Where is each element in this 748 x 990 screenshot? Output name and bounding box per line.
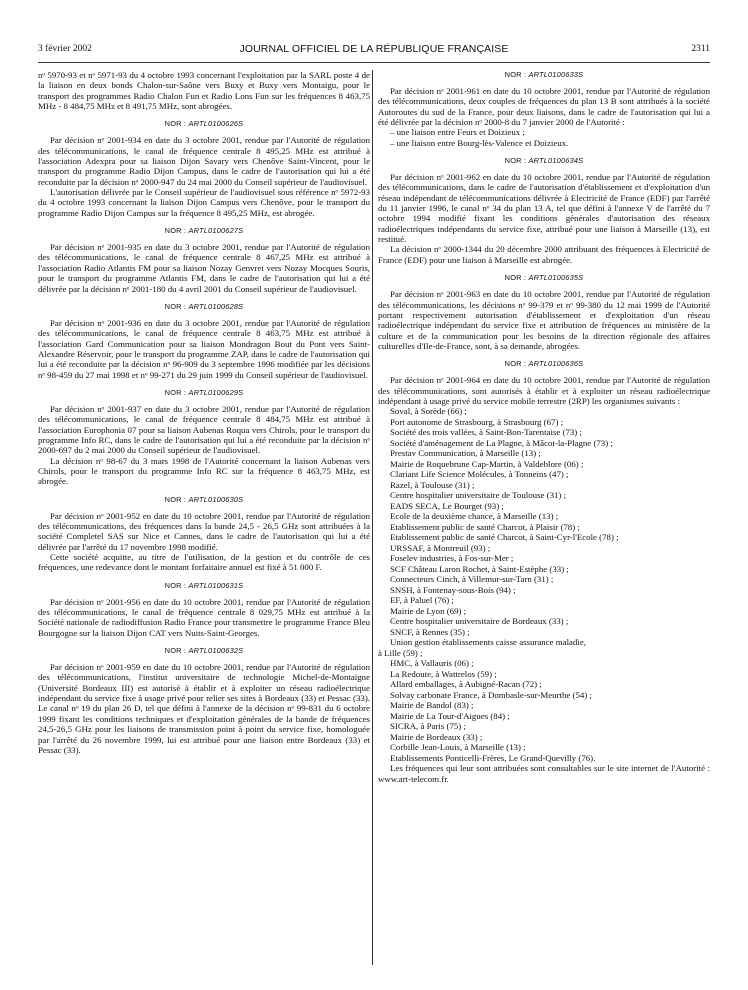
closing-paragraph: Les fréquences qui leur sont attribuées sont consultables sur le site internet de l'Autorité : www.art-telecom.fr. [378, 763, 710, 784]
decision-paragraph: Par décision nᵒ 2001-963 en date du 10 octobre 2001, rendue par l'Autorité de régulation des télécommunications, les décisions nᵒ 99-379 et nᵒ 99-380 du 12 mai 1999 de l'Autorité portant respectivement autorisation d'établissement et d'exploitation d'un réseau radioélectrique indépendant du service fixe et attribution de fréquences au ministère de la culture et de la communication pour les besoins de la direction régionale des affaires culturelles d'Ile-de-France, sont, à sa demande, abrogées. [378, 289, 710, 351]
nor-reference: NOR : ARTL0100629S [164, 387, 244, 397]
list-item: – une liaison entre Feurs et Doizieux ; [390, 127, 525, 138]
list-item: Etablissement public de santé Charcot, à Saint-Cyr-l'Ecole (78) ; [390, 532, 619, 543]
list-item: Mairie de Lyon (69) ; [390, 605, 467, 616]
header-date: 3 février 2002 [38, 44, 92, 54]
list-item: SCF Château Laron Rochet, à Saint-Estèphe (33) ; [390, 563, 569, 574]
list-item: EF, à Paluel (76) ; [390, 595, 454, 606]
list-item: SNSH, à Fontenay-sous-Bois (94) ; [390, 584, 516, 595]
organisations-list [378, 406, 710, 763]
list-item: Allard emballages, à Aubigné-Racan (72) ; [390, 679, 542, 690]
list-item: SNCF, à Rennes (35) ; [390, 626, 470, 637]
list-item: Mairie de La Tour-d'Aigues (84) ; [390, 710, 510, 721]
nor-reference: NOR : ARTL0100626S [164, 119, 244, 129]
list-item: Connecteurs Cinch, à Villemur-sur-Tarn (31) ; [390, 574, 554, 585]
list-item: Clariant Life Science Molécules, à Tonneins (47) ; [390, 469, 569, 480]
liaison-list [378, 127, 710, 148]
list-item: Prestav Communication, à Marseille (13) ; [390, 448, 541, 459]
decision-paragraph: La décision nᵒ 98-67 du 3 mars 1998 de l'Autorité concernant la liaison Aubenas vers Chirols, pour le transport du programme Info RC sur la fréquence 8 463,75 MHz, est abrogée. [38, 455, 370, 487]
list-item: EADS SECA, Le Bourget (93) ; [390, 500, 504, 511]
left-column [38, 70, 370, 985]
continued-paragraph: nᵒ 5970-93 et nᵒ 5971-93 du 4 octobre 1993 concernant l'exploitation par la SARL poste 4 de la liaison en deux bonds Chalon-sur-Saône vers Buxy et Buxy vers Montaigu, pour le transport des programmes Radio Chalon Fun et Radio Lons Fun sur les fréquences 8 463,75 MHz - 8 484,75 MHz et 8 491,75 MHz, sont abrogées. [38, 70, 370, 112]
list-item: – une liaison entre Bourg-lès-Valence et Doizieux. [390, 137, 569, 148]
list-item: La Redoute, à Wattrelos (59) ; [390, 668, 497, 679]
nor-reference: NOR : ARTL0100635S [504, 273, 584, 283]
decision-paragraph: Par décision nᵒ 2001-952 en date du 10 octobre 2001, rendue par l'Autorité de régulation des télécommunications, des fréquences dans la bande 24,5 - 26,5 GHz sont attribuées à la société Completel SAS sur Nice et Cannes, dans le cadre de l'autorisation qui lui a été délivrée par l'arrêté du 17 novembre 1998 modifié. [38, 510, 370, 552]
page-header [38, 44, 710, 60]
list-item: Centre hospitalier universitaire de Bordeaux (33) ; [390, 616, 569, 627]
decision-paragraph: Par décision nᵒ 2001-961 en date du 10 octobre 2001, rendue par l'Autorité de régulation des télécommunications, deux couples de fréquences du plan 13 B sont attribués à la société Autoroutes du sud de la France, pour deux liaisons, dans le cadre de l'autorisation qui lui a été délivrée par la décision nᵒ 2000-8 du 7 janvier 2000 de l'Autorité : [378, 86, 710, 128]
list-item: Etablissements Ponticelli-Frères, Le Grand-Quevilly (76). [390, 752, 596, 763]
list-item [378, 637, 710, 658]
header-rule [38, 62, 710, 63]
list-item: Société des trois vallées, à Saint-Bon-Tarentaise (73) ; [390, 427, 582, 438]
decision-paragraph: Par décision nᵒ 2001-956 en date du 10 octobre 2001, rendue par l'Autorité de régulation des télécommunications, le canal de fréquence centrale 8 029,75 MHz est attribué à la Société nationale de radiodiffusion Radio France pour transmettre le programme France Bleu Bourgogne sur la liaison Dijon CAT vers Nuits-Saint-Georges. [38, 596, 370, 638]
journal-title: JOURNAL OFFICIEL DE LA RÉPUBLIQUE FRANÇAISE [239, 43, 509, 55]
nor-reference: NOR : ARTL0100632S [164, 646, 244, 656]
list-item: Ecole de la deuxième chance, à Marseille (13) ; [390, 511, 559, 522]
nor-reference: NOR : ARTL0100631S [164, 580, 244, 590]
nor-reference: NOR : ARTL0100628S [164, 301, 244, 311]
list-item: HMC, à Vallauris (06) ; [390, 658, 474, 669]
list-item: Solvay carbonate France, à Dombasle-sur-Meurthe (54) ; [390, 689, 592, 700]
list-item: Corbille Jean-Louis, à Marseille (13) ; [390, 742, 526, 753]
nor-reference: NOR : ARTL0100636S [504, 359, 584, 369]
decision-paragraph: La décision nᵒ 2000-1344 du 20 décembre 2000 attribuant des fréquences à Electricité de France (EDF) pour une liaison à Marseille est abrogée. [378, 244, 710, 265]
column-divider [372, 70, 373, 965]
nor-reference: NOR : ARTL0100627S [164, 226, 244, 236]
decision-paragraph: Par décision nᵒ 2001-964 en date du 10 octobre 2001, rendue par l'Autorité de régulation des télécommunications, sont autorisés à établir et à exploiter un réseau radioélectrique indépendant à usage privé du service mobile terrestre (2RP) les organismes suivants : [378, 375, 710, 406]
list-item: Société d'aménagement de La Plagne, à Mâcot-la-Plagne (73) ; [390, 437, 613, 448]
page-number: 2311 [691, 44, 710, 54]
decision-paragraph: Par décision nᵒ 2001-959 en date du 10 octobre 2001, rendue par l'Autorité de régulation des télécommunications, l'institut universitaire de technologie Michel-de-Montaigne (Université Bordeaux III) est autorisé à établir et à exploiter un réseau radioélectrique indépendant du service fixe à usage privé pour relier ses sites à Bordeaux (33) et Pessac (33). Le canal nᵒ 19 du plan 26 D, tel que défini à l'annexe de la décision nᵒ 99-831 du 6 octobre 1999 fixant les conditions techniques et d'exploitation générales de la bande de fréquences 24,5-26,5 GHz pour les liaisons de transmission point à point du service fixe, homologuée par l'arrêté du 26 novembre 1999, lui est attribué pour une liaison entre Bordeaux (33) et Pessac (33). [38, 662, 370, 755]
decision-paragraph: Par décision nᵒ 2001-934 en date du 3 octobre 2001, rendue par l'Autorité de régulation des télécommunications, le canal de fréquence centrale 8 495,25 MHz est attribué à l'association Adexpra pour sa liaison Dijon Savary vers Chenôve Saint-Vincent, pour le transport du programme Radio Dijon Campus, dans le cadre de l'autorisation qui lui a été reconduite par la décision nᵒ 2000-947 du 24 mai 2000 du Conseil supérieur de l'audiovisuel. [38, 135, 370, 187]
list-item: Mairie de Roquebrune Cap-Martin, à Valdeblore (06) ; [390, 458, 584, 469]
nor-reference: NOR : ARTL0100633S [504, 70, 584, 79]
list-item: Port autonome de Strasbourg, à Strasbourg (67) ; [390, 416, 564, 427]
list-item: URSSAF, à Montreuil (93) ; [390, 542, 491, 553]
decision-paragraph: Par décision nᵒ 2001-962 en date du 10 octobre 2001, rendue par l'Autorité de régulation des télécommunications, dans le cadre de l'autorisation d'établissement et d'exploitation d'un réseau indépendant de télécommunications délivrée à Electricité de France (EDF) par l'arrêté du 11 janvier 1996, le canal nᵒ 34 du plan 13 A, tel que défini à l'annexe V de l'arrêté du 7 octobre 1994 modifié fixant les conditions générales d'autorisation des réseaux radioélectriques indépendants du service fixe, attribué pour une liaison à Marseille (13), est restitué. [378, 172, 710, 245]
list-item: Foselev industries, à Fos-sur-Mer ; [390, 553, 514, 564]
right-column [378, 70, 710, 985]
decision-paragraph: Par décision nᵒ 2001-937 en date du 3 octobre 2001, rendue par l'Autorité de régulation des télécommunications, le canal de fréquence centrale 8 484,75 MHz est attribué à l'association Europhonia 07 pour sa liaison Aubenas Roqua vers Chirols, pour le transport du programme Info RC, dans le cadre de l'autorisation qui lui a été reconduite par la décision nᵒ 2000-697 du 2 mai 2000 du Conseil supérieur de l'audiovisuel. [38, 403, 370, 456]
list-item: Razel, à Toulouse (31) ; [390, 479, 475, 490]
decision-paragraph: Par décision nᵒ 2001-936 en date du 3 octobre 2001, rendue par l'Autorité de régulation des télécommunications, le canal de fréquence centrale 8 463,75 MHz est attribué à l'association Gard Communication pour sa liaison Mondragon Bout du Pont vers Saint-Alexandre Réservoir, pour le transport du programme ZAP, dans le cadre de l'autorisation qui lui a été reconduite par la décision nᵒ 96-909 du 3 septembre 1996 modifiée par les décisions nᵒ 98-459 du 27 mai 1998 et nᵒ 99-271 du 29 juin 1999 du Conseil supérieur de l'audiovisuel. [38, 317, 370, 380]
list-item: SICRA, à Paris (75) ; [390, 721, 466, 732]
nor-reference: NOR : ARTL0100634S [504, 156, 584, 166]
list-item: Soval, à Sorède (66) ; [390, 406, 467, 417]
list-item: Etablissement public de santé Charcot, à Plaisir (78) ; [390, 521, 580, 532]
list-item: Mairie de Bandol (83) ; [390, 700, 474, 711]
list-item: Mairie de Bordeaux (33) ; [390, 731, 483, 742]
decision-paragraph: Cette société acquitte, au titre de l'utilisation, de la gestion et du contrôle de ces fréquences, une redevance dont le montant forfaitaire annuel est fixé à 51 000 F. [38, 552, 370, 573]
list-item: Centre hospitalier universitaire de Toulouse (31) ; [390, 490, 567, 501]
nor-reference: NOR : ARTL0100630S [164, 494, 244, 504]
decision-paragraph: L'autorisation délivrée par le Conseil supérieur de l'audiovisuel sous référence nᵒ 5972-93 du 4 octobre 1993 concernant la liaison Dijon Campus vers Chenôve, pour le transport du programme Radio Dijon Campus sur la fréquence 8 495,25 MHz, est abrogée. [38, 187, 370, 218]
decision-paragraph: Par décision nᵒ 2001-935 en date du 3 octobre 2001, rendue par l'Autorité de régulation des télécommunications, le canal de fréquence centrale 8 467,25 MHz est attribué à l'association Radio Atlantis FM pour sa liaison Nozay Genvret vers Nozay Mocques Souris, pour le transport du programme Atlantis FM, dans le cadre de l'autorisation qui lui a été délivrée par la décision nᵒ 2001-180 du 4 avril 2001 du Conseil supérieur de l'audiovisuel. [38, 242, 370, 294]
list-item-continuation: à Lille (59) ; [378, 647, 423, 658]
list-item-text: Union gestion établissements caisse assurance maladie, [390, 637, 586, 648]
